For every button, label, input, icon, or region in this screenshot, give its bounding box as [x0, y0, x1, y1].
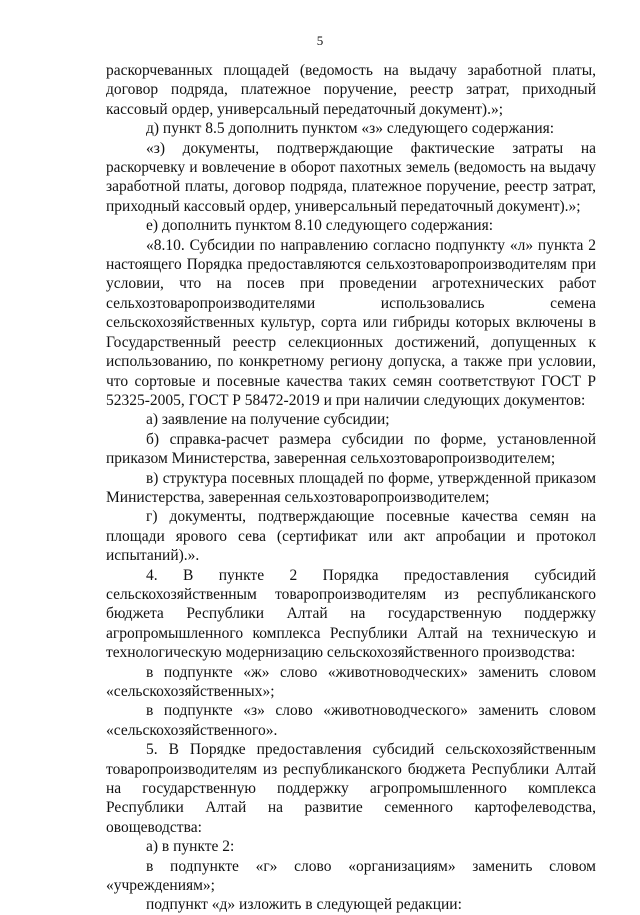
text-line: 4. В пункте 2 Порядка предоставления субсидий — [146, 566, 596, 584]
text-line: подпункт «д» изложить в следующей редакции: — [146, 896, 462, 914]
text-line: в подпункте «г» слово «организациям» заменить словом — [146, 857, 596, 875]
text-line: заработной платы, договор подряда, платежное поручение, реестр затрат, — [106, 178, 596, 196]
text-line: сельскохозяйственных культур, сорта или гибриды которых включены в — [106, 314, 596, 332]
text-line: раскорчеванных площадей (ведомость на выдачу заработной платы, — [106, 62, 596, 79]
text-line: приказом Министерства, заверенная сельхозтоваропроизводителем; — [106, 450, 556, 468]
text-line: товаропроизводителям из республиканского бюджета Республики Алтай — [106, 760, 596, 778]
text-line: 5. В Порядке предоставления субсидий сельскохозяйственным — [146, 741, 596, 759]
text-line: кассовый ордер, универсальный передаточный документ).»; — [106, 100, 504, 118]
text-line: раскорчевку и вовлечение в оборот пахотных земель (ведомость на выдачу — [106, 159, 596, 177]
text-line: в подпункте «з» слово «животноводческого» заменить словом — [146, 702, 596, 720]
text-line: Республики Алтай на развитие семенного картофелеводства, — [106, 799, 596, 817]
text-line: д) пункт 8.5 дополнить пунктом «з» следующего содержания: — [146, 120, 555, 138]
text-line: договор подряда, платежное поручение, реестр затрат, приходный — [106, 81, 596, 99]
text-line: Министерства, заверенная сельхозтоваропроизводителем; — [106, 488, 490, 506]
text-line: «сельскохозяйственного». — [106, 721, 278, 739]
text-line: «сельскохозяйственных»; — [106, 683, 275, 700]
text-line: что сортовые и посевные качества таких семян соответствуют ГОСТ Р — [106, 372, 596, 390]
text-line: приходный кассовый ордер, универсальный передаточный документ).»; — [106, 197, 581, 215]
text-line: бюджета Республики Алтай на государственную поддержку — [106, 605, 596, 623]
text-line: «8.10. Субсидии по направлению согласно подпункту «л» пункта 2 — [146, 236, 596, 254]
document-body — [106, 61, 596, 915]
text-line: сельскохозяйственным товаропроизводителям из республиканского — [106, 585, 596, 603]
text-line: сельхозтоваропроизводителями использовались семена — [106, 294, 596, 312]
text-line: испытаний).». — [106, 547, 200, 565]
text-line: «з) документы, подтверждающие фактические затраты на — [146, 139, 596, 157]
text-line: использованию, по конкретному региону допуска, а также при условии, — [106, 353, 596, 371]
text-line: б) справка-расчет размера субсидии по форме, установленной — [146, 430, 596, 448]
text-line: «учреждениям»; — [106, 877, 215, 895]
text-line: овощеводства: — [106, 818, 202, 836]
text-line: площади ярового сева (сертификат или акт апробации и протокол — [106, 527, 596, 545]
text-line: 52325-2005, ГОСТ Р 58472-2019 и при наличии следующих документов: — [106, 391, 586, 409]
text-line: в подпункте «ж» слово «животноводческих» заменить словом — [146, 663, 596, 681]
text-line: е) дополнить пунктом 8.10 следующего содержания: — [146, 217, 494, 235]
text-line: на государственную поддержку агропромышленного комплекса — [106, 780, 596, 798]
text-line: а) в пункте 2: — [146, 838, 235, 856]
page-number: 5 — [316, 33, 324, 48]
text-line: условии, что на посев при проведении агротехнических работ — [106, 275, 596, 293]
text-line: в) структура посевных площадей по форме, утвержденной приказом — [146, 469, 596, 487]
text-line: агропромышленного комплекса Республики Алтай на техническую и — [106, 624, 596, 642]
text-line: а) заявление на получение субсидии; — [146, 411, 390, 429]
text-line: Государственный реестр селекционных достижений, допущенных к — [106, 333, 596, 351]
text-line: технологическую модернизацию сельскохозяйственного производства: — [106, 644, 576, 662]
text-line: г) документы, подтверждающие посевные качества семян на — [146, 508, 596, 526]
text-line: настоящего Порядка предоставляются сельхозтоваропроизводителям при — [106, 256, 596, 274]
